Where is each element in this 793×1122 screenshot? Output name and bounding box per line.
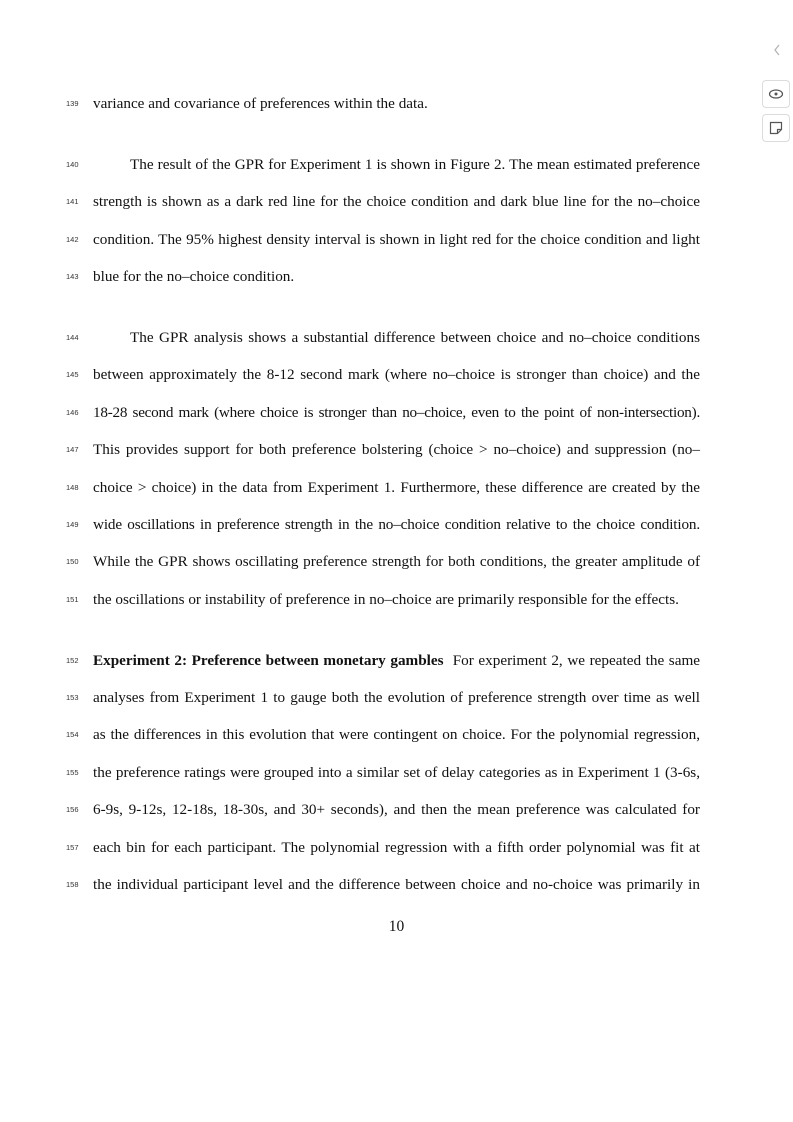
line-number: 150 xyxy=(66,557,79,566)
line-number: 148 xyxy=(66,483,79,492)
sticky-note-icon xyxy=(769,121,783,135)
chevron-left-icon xyxy=(773,44,781,56)
notes-button[interactable] xyxy=(762,114,790,142)
text-run: For experiment 2, we repeated the same xyxy=(452,652,701,669)
section-heading: Experiment 2: Preference between monetary gambles xyxy=(93,652,444,669)
line-number: 149 xyxy=(66,520,79,529)
text-line: variance and covariance of preferences within the data. xyxy=(93,95,428,112)
text-line: blue for the no–choice condition. xyxy=(93,268,295,285)
text-line: analyses from Experiment 1 to gauge both the evolution of preference strength over time as well xyxy=(93,689,700,706)
line-number: 153 xyxy=(66,693,79,702)
text-line: choice > choice) in the data from Experiment 1. Furthermore, these difference are created by the xyxy=(93,479,700,496)
show-annotations-button[interactable] xyxy=(762,80,790,108)
text-line: as the differences in this evolution that were contingent on choice. For the polynomial regression, xyxy=(93,726,700,743)
collapse-sidebar-button[interactable] xyxy=(770,41,784,59)
text-line: The result of the GPR for Experiment 1 is shown in Figure 2. The mean estimated preference xyxy=(130,156,700,173)
text-line: strength is shown as a dark red line for the choice condition and dark blue line for the no–choice xyxy=(93,193,700,210)
text-line xyxy=(93,651,700,671)
line-number: 147 xyxy=(66,445,79,454)
text-line: This provides support for both preference bolstering (choice > no–choice) and suppression (no– xyxy=(93,441,700,458)
line-number: 142 xyxy=(66,235,79,244)
text-line: each bin for each participant. The polynomial regression with a fifth order polynomial was fit at xyxy=(93,839,700,856)
text-line: the oscillations or instability of preference in no–choice are primarily responsible for the effects. xyxy=(93,591,679,608)
text-line: 6-9s, 9-12s, 12-18s, 18-30s, and 30+ seconds), and then the mean preference was calculated for xyxy=(93,801,700,818)
text-line: the individual participant level and the difference between choice and no-choice was primarily in xyxy=(93,876,700,893)
line-number: 139 xyxy=(66,99,79,108)
text-line: wide oscillations in preference strength in the no–choice condition relative to the choice condition. xyxy=(93,516,700,533)
text-line: condition. The 95% highest density interval is shown in light red for the choice condition and light xyxy=(93,231,700,248)
line-number: 140 xyxy=(66,160,79,169)
line-number: 141 xyxy=(66,197,79,206)
line-number: 155 xyxy=(66,768,79,777)
line-number: 145 xyxy=(66,370,79,379)
text-line: While the GPR shows oscillating preference strength for both conditions, the greater amplitude of xyxy=(93,553,700,570)
line-number: 157 xyxy=(66,843,79,852)
text-line: The GPR analysis shows a substantial difference between choice and no–choice conditions xyxy=(130,329,700,346)
eye-icon xyxy=(768,88,784,100)
line-number: 152 xyxy=(66,656,79,665)
line-number: 144 xyxy=(66,333,79,342)
text-line: the preference ratings were grouped into a similar set of delay categories as in Experiment 1 (3-6s, xyxy=(93,764,700,781)
page-number: 10 xyxy=(388,918,405,935)
line-number: 156 xyxy=(66,805,79,814)
line-number: 158 xyxy=(66,880,79,889)
line-number: 154 xyxy=(66,730,79,739)
line-number: 151 xyxy=(66,595,79,604)
text-line: between approximately the 8-12 second mark (where no–choice is stronger than choice) and the xyxy=(93,366,700,383)
line-number: 143 xyxy=(66,272,79,281)
line-number: 146 xyxy=(66,408,79,417)
text-line: 18-28 second mark (where choice is stronger than no–choice, even to the point of non-intersection). xyxy=(93,404,700,421)
